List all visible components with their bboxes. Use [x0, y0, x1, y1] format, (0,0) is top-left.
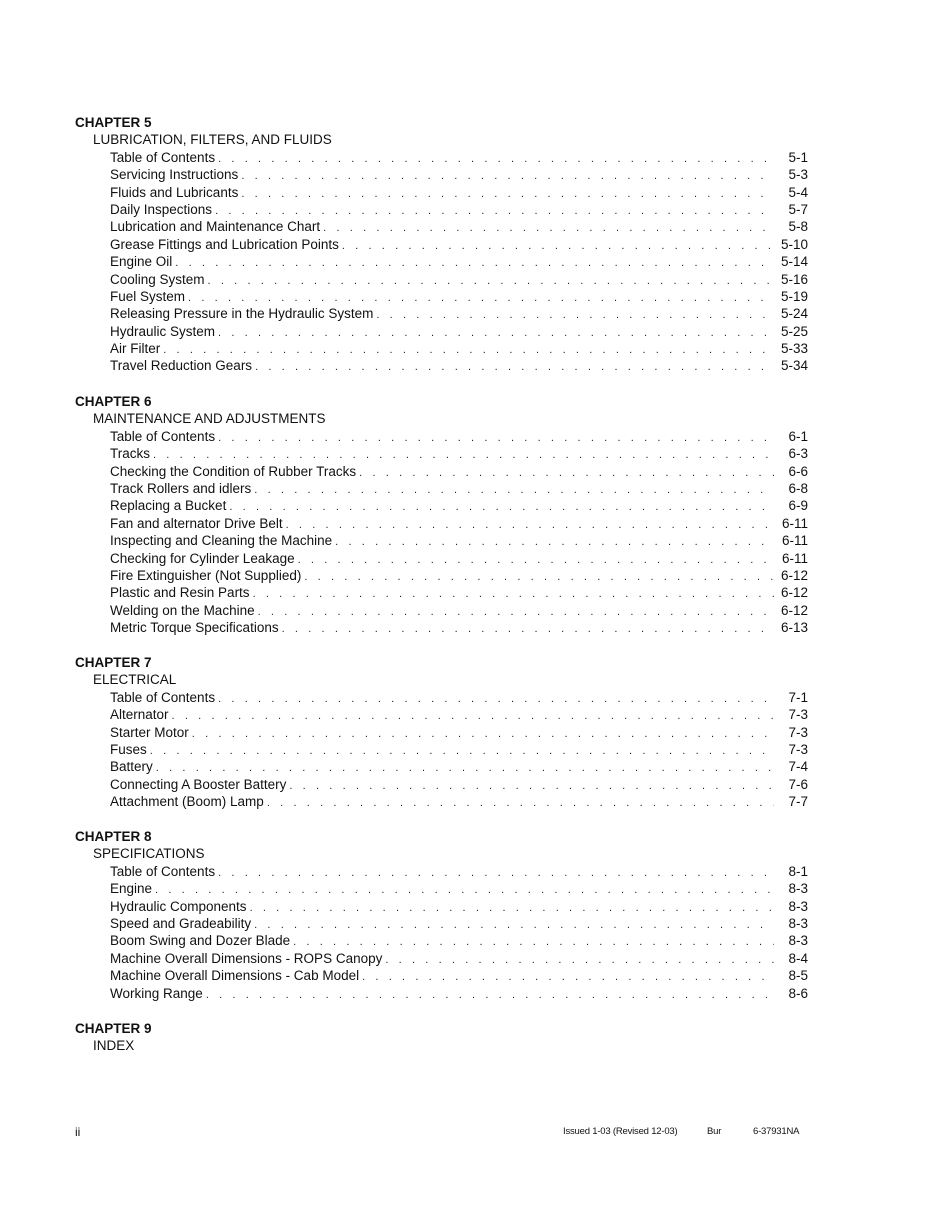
entry-page: 7-6	[788, 776, 808, 792]
entry-page: 5-33	[780, 341, 808, 357]
toc-entry[interactable]	[110, 218, 808, 235]
entry-title: Track Rollers and idlers	[110, 480, 252, 496]
entry-page: 8-5	[788, 968, 808, 984]
dot-leader	[342, 238, 774, 255]
entry-page: 5-25	[780, 323, 808, 339]
dot-leader	[241, 186, 774, 203]
toc-entry[interactable]	[110, 271, 808, 288]
dot-leader	[289, 778, 774, 795]
toc-entry[interactable]	[110, 149, 808, 166]
entry-page: 8-6	[788, 985, 808, 1001]
entry-page: 6-11	[781, 515, 808, 531]
entry-title: Replacing a Bucket	[110, 498, 227, 514]
entry-title: Fire Extinguisher (Not Supplied)	[110, 567, 302, 583]
entry-page: 6-12	[780, 567, 808, 583]
toc-entry[interactable]	[110, 967, 808, 984]
toc-entry[interactable]	[110, 357, 808, 374]
toc-entry[interactable]	[110, 619, 808, 636]
entry-title: Checking for Cylinder Leakage	[110, 550, 295, 566]
entry-title: Air Filter	[110, 341, 161, 357]
entry-title: Servicing Instructions	[110, 167, 239, 183]
entry-page: 6-12	[780, 602, 808, 618]
entry-title: Fuel System	[110, 288, 186, 304]
entry-title: Welding on the Machine	[110, 602, 255, 618]
entry-title: Connecting A Booster Battery	[110, 776, 287, 792]
toc-entry-list	[75, 149, 808, 375]
dot-leader	[175, 255, 774, 272]
page-number: ii	[75, 1125, 81, 1139]
entry-title: Fluids and Lubricants	[110, 184, 239, 200]
chapter-5	[75, 114, 808, 375]
dot-leader	[362, 969, 774, 986]
entry-page: 6-3	[788, 446, 808, 462]
chapter-9	[75, 1020, 808, 1055]
toc-entry[interactable]	[110, 184, 808, 201]
entry-title: Cooling System	[110, 271, 205, 287]
entry-page: 6-11	[781, 550, 808, 566]
entry-page: 6-1	[788, 428, 808, 444]
dot-leader	[282, 621, 774, 638]
entry-page: 7-4	[788, 759, 808, 775]
dot-leader	[335, 534, 774, 551]
chapter-title: ELECTRICAL	[93, 672, 177, 688]
toc-entry[interactable]	[110, 567, 808, 584]
entry-title: Hydraulic System	[110, 323, 216, 339]
dot-leader	[241, 168, 774, 185]
dot-leader	[218, 691, 774, 708]
dot-leader	[298, 552, 774, 569]
toc-entry[interactable]	[110, 915, 808, 932]
entry-title: Speed and Gradeability	[110, 915, 252, 931]
chapter-title: LUBRICATION, FILTERS, AND FLUIDS	[93, 132, 332, 148]
entry-title: Engine Oil	[110, 254, 173, 270]
dot-leader	[304, 569, 774, 586]
dot-leader	[258, 604, 774, 621]
chapter-label: CHAPTER 6	[75, 394, 152, 409]
dot-leader	[218, 430, 774, 447]
dot-leader	[192, 726, 774, 743]
dot-leader	[172, 708, 774, 725]
entry-title: Plastic and Resin Parts	[110, 585, 250, 601]
entry-page: 5-3	[788, 167, 808, 183]
toc-entry[interactable]	[110, 166, 808, 183]
entry-page: 5-24	[780, 306, 808, 322]
entry-page: 7-3	[788, 707, 808, 723]
entry-title: Battery	[110, 759, 153, 775]
chapter-label: CHAPTER 7	[75, 655, 152, 670]
entry-page: 5-7	[788, 201, 808, 217]
entry-page: 8-3	[788, 915, 808, 931]
entry-page: 8-3	[788, 881, 808, 897]
toc-entry[interactable]	[110, 863, 808, 880]
toc-entry[interactable]	[110, 706, 808, 723]
toc-entry[interactable]	[110, 305, 808, 322]
entry-title: Grease Fittings and Lubrication Points	[110, 236, 339, 252]
toc-entry-list	[75, 689, 808, 811]
location-code: Bur	[707, 1126, 722, 1137]
entry-title: Table of Contents	[110, 863, 216, 879]
dot-leader	[254, 482, 774, 499]
footer-info	[563, 1126, 799, 1137]
toc-entry[interactable]	[110, 463, 808, 480]
issue-date: Issued 1-03 (Revised 12-03)	[563, 1126, 678, 1137]
entry-title: Checking the Condition of Rubber Tracks	[110, 463, 357, 479]
entry-title: Engine	[110, 881, 153, 897]
entry-title: Machine Overall Dimensions - ROPS Canopy	[110, 950, 383, 966]
toc-entry[interactable]	[110, 288, 808, 305]
entry-title: Travel Reduction Gears	[110, 358, 253, 374]
entry-page: 5-19	[780, 288, 808, 304]
entry-title: Releasing Pressure in the Hydraulic System	[110, 306, 374, 322]
entry-page: 6-9	[788, 498, 808, 514]
dot-leader	[254, 917, 774, 934]
toc-entry[interactable]	[110, 532, 808, 549]
entry-page: 7-3	[788, 724, 808, 740]
toc-entry[interactable]	[110, 880, 808, 897]
dot-leader	[286, 517, 774, 534]
entry-title: Daily Inspections	[110, 201, 213, 217]
entry-page: 6-6	[788, 463, 808, 479]
toc-entry[interactable]	[110, 550, 808, 567]
dot-leader	[323, 220, 774, 237]
toc-entry[interactable]	[110, 724, 808, 741]
entry-title: Fan and alternator Drive Belt	[110, 515, 283, 531]
toc-entry[interactable]	[110, 497, 808, 514]
entry-page: 7-7	[788, 794, 808, 810]
toc-entry[interactable]	[110, 584, 808, 601]
entry-page: 6-13	[780, 620, 808, 636]
toc-entry[interactable]	[110, 236, 808, 253]
entry-page: 5-8	[788, 219, 808, 235]
entry-title: Table of Contents	[110, 689, 216, 705]
entry-title: Working Range	[110, 985, 203, 1001]
toc-entry[interactable]	[110, 515, 808, 532]
dot-leader	[255, 359, 774, 376]
entry-title: Metric Torque Specifications	[110, 620, 279, 636]
entry-title: Table of Contents	[110, 428, 216, 444]
dot-leader	[385, 952, 774, 969]
entry-page: 6-12	[780, 585, 808, 601]
entry-page: 8-4	[788, 950, 808, 966]
toc-entry-list	[75, 428, 808, 637]
entry-page: 5-16	[780, 271, 808, 287]
toc-entry[interactable]	[110, 428, 808, 445]
dot-leader	[150, 743, 774, 760]
entry-page: 7-3	[788, 741, 808, 757]
toc-entry[interactable]	[110, 793, 808, 810]
chapter-title: MAINTENANCE AND ADJUSTMENTS	[93, 411, 326, 427]
entry-page: 8-3	[788, 898, 808, 914]
chapter-8	[75, 828, 808, 1002]
entry-page: 5-10	[780, 236, 808, 252]
entry-page: 5-34	[780, 358, 808, 374]
entry-title: Alternator	[110, 707, 169, 723]
toc-entry[interactable]	[110, 253, 808, 270]
chapter-title: SPECIFICATIONS	[93, 846, 205, 862]
entry-page: 5-14	[780, 254, 808, 270]
chapter-label: CHAPTER 8	[75, 829, 152, 844]
entry-title: Boom Swing and Dozer Blade	[110, 933, 291, 949]
toc-entry[interactable]	[110, 932, 808, 949]
entry-title: Attachment (Boom) Lamp	[110, 794, 264, 810]
toc-entry[interactable]	[110, 689, 808, 706]
toc-entry[interactable]	[110, 323, 808, 340]
dot-leader	[376, 307, 774, 324]
entry-page: 6-11	[781, 533, 808, 549]
dot-leader	[206, 987, 774, 1004]
toc-entry[interactable]	[110, 340, 808, 357]
chapter-label: CHAPTER 9	[75, 1021, 152, 1036]
toc-entry[interactable]	[110, 758, 808, 775]
dot-leader	[359, 465, 774, 482]
toc-entry[interactable]	[110, 776, 808, 793]
chapter-6	[75, 393, 808, 636]
entry-page: 8-1	[788, 863, 808, 879]
toc-entry[interactable]	[110, 741, 808, 758]
toc-entry[interactable]	[110, 950, 808, 967]
dot-leader	[253, 586, 774, 603]
dot-leader	[208, 273, 774, 290]
chapter-label: CHAPTER 5	[75, 115, 152, 130]
entry-title: Fuses	[110, 741, 147, 757]
toc-entry[interactable]	[110, 201, 808, 218]
toc-entry[interactable]	[110, 445, 808, 462]
dot-leader	[229, 499, 774, 516]
dot-leader	[218, 151, 774, 168]
entry-title: Tracks	[110, 446, 150, 462]
entry-page: 5-4	[788, 184, 808, 200]
entry-title: Table of Contents	[110, 149, 216, 165]
chapter-7	[75, 654, 808, 811]
dot-leader	[218, 865, 774, 882]
dot-leader	[267, 795, 774, 812]
entry-title: Machine Overall Dimensions - Cab Model	[110, 968, 360, 984]
entry-page: 7-1	[788, 689, 808, 705]
toc-entry-list	[75, 863, 808, 1002]
entry-page: 6-8	[788, 480, 808, 496]
entry-page: 8-3	[788, 933, 808, 949]
toc-entry[interactable]	[110, 602, 808, 619]
entry-title: Lubrication and Maintenance Chart	[110, 219, 321, 235]
entry-title: Inspecting and Cleaning the Machine	[110, 533, 333, 549]
dot-leader	[218, 325, 774, 342]
entry-title: Starter Motor	[110, 724, 189, 740]
toc-entry[interactable]	[110, 898, 808, 915]
entry-page: 5-1	[788, 149, 808, 165]
entry-title: Hydraulic Components	[110, 898, 247, 914]
toc-entry[interactable]	[110, 480, 808, 497]
toc-entry[interactable]	[110, 985, 808, 1002]
document-number: 6-37931NA	[753, 1126, 800, 1137]
dot-leader	[250, 900, 774, 917]
chapter-title[interactable]: INDEX	[93, 1038, 135, 1054]
